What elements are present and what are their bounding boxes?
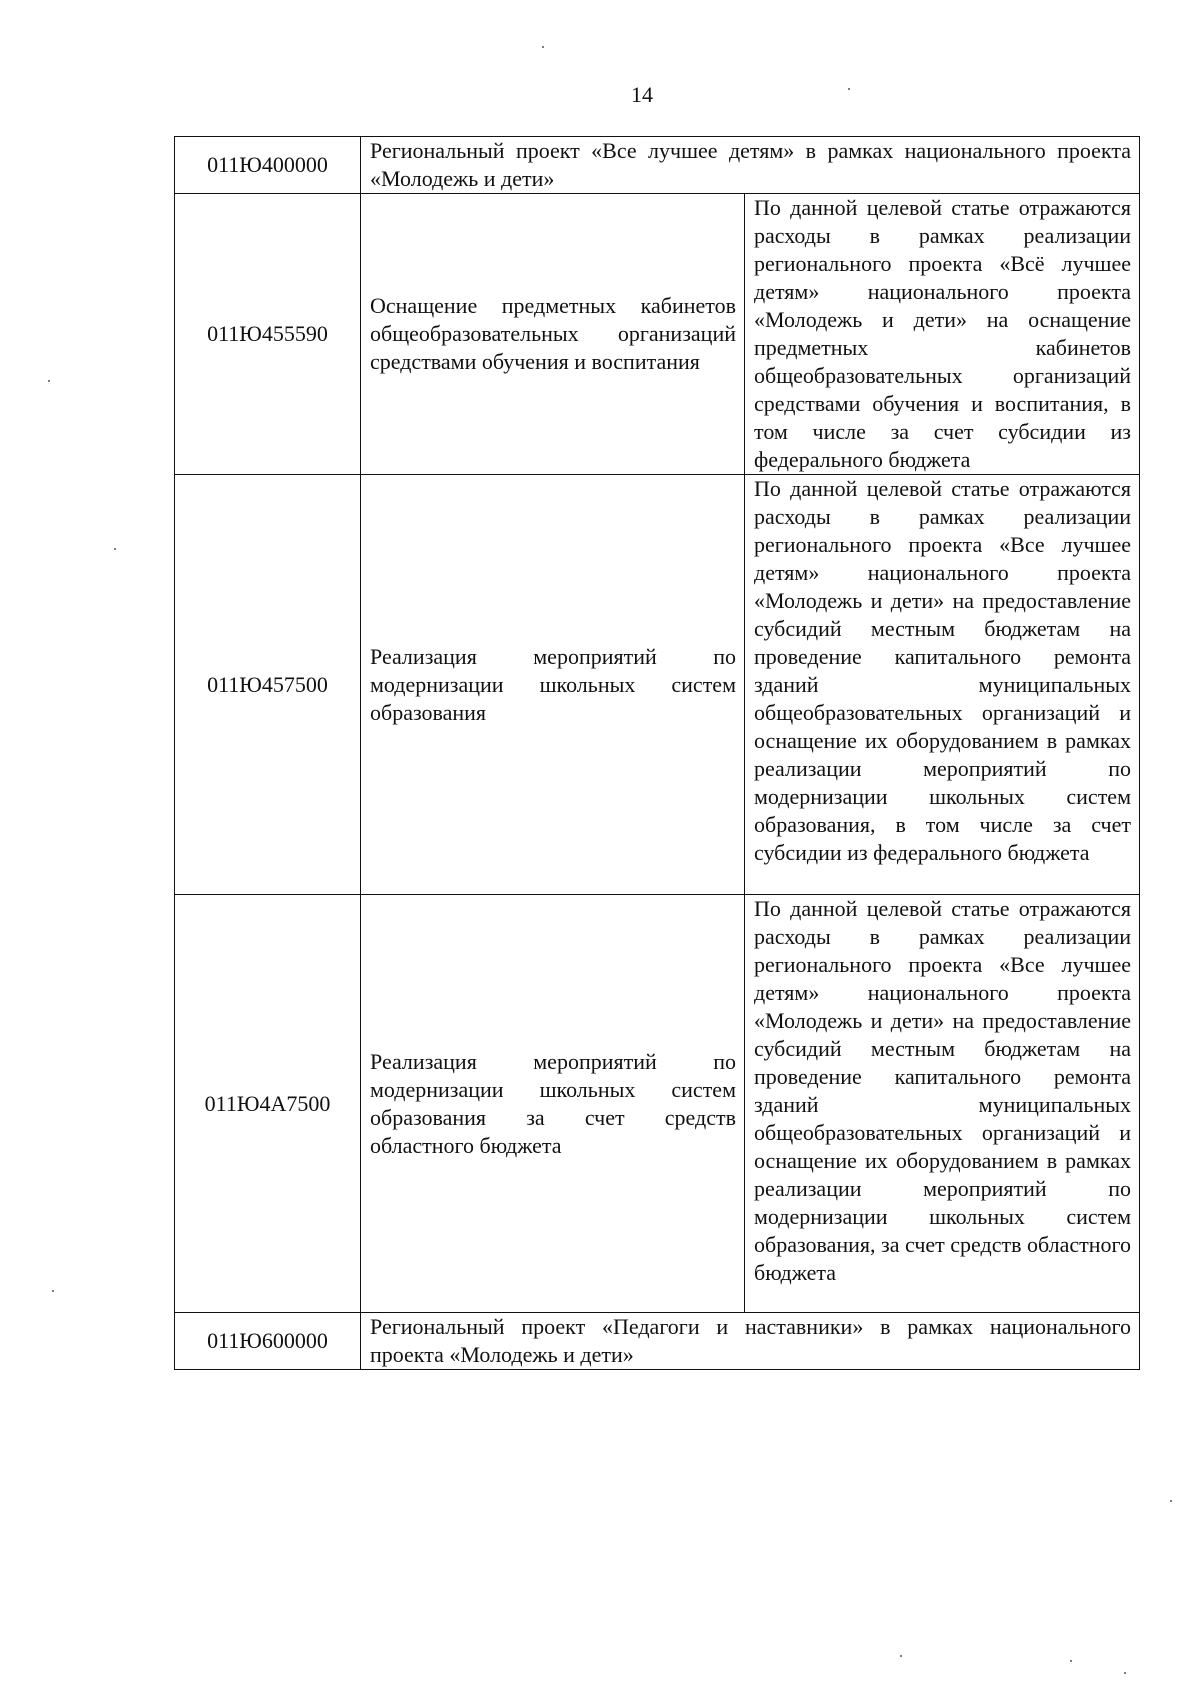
scan-speck [1124,1672,1126,1674]
scan-speck [52,1290,54,1292]
page-number: 14 [631,82,653,107]
table-row [175,475,1140,895]
row-name: Региональный проект «Все лучшее детям» в рамках национального проекта «Молодежь и дети» [361,137,1140,194]
scan-speck [542,46,544,48]
scan-speck [48,380,50,382]
scan-speck [114,548,116,550]
row-description: По данной целевой статье отражаются расходы в рамках реализации регионального проекта «Все лучшее детям» национального проекта «Молодежь и дети» на предоставление субсидий местным бюджетам на проведение капитального ремонта зданий муниципальных общеобразовательных организаций и оснащение их оборудованием в рамках реализации мероприятий по модернизации школьных систем образования, за счет средств областного бюджета [745,895,1140,1313]
scan-speck [1170,1500,1172,1502]
row-code: 011Ю600000 [175,1313,361,1370]
row-name: Реализация мероприятий по модернизации школьных систем образования за счет средств областного бюджета [361,895,745,1313]
scan-speck [1070,1660,1072,1662]
row-code: 011Ю457500 [175,475,361,895]
row-name: Региональный проект «Педагоги и наставники» в рамках национального проекта «Молодежь и дети» [361,1313,1140,1370]
row-code: 011Ю4А7500 [175,895,361,1313]
row-code: 011Ю455590 [175,194,361,475]
row-code: 011Ю400000 [175,137,361,194]
table-row [175,895,1140,1313]
table-row [175,194,1140,475]
scan-speck [848,88,850,90]
row-name: Реализация мероприятий по модернизации школьных систем образования [361,475,745,895]
row-description: По данной целевой статье отражаются расходы в рамках реализации регионального проекта «Всё лучшее детям» национального проекта «Молодежь и дети» на оснащение предметных кабинетов общеобразовательных организаций средствами обучения и воспитания, в том числе за счет субсидии из федерального бюджета [745,194,1140,475]
table-row [175,1313,1140,1370]
row-description: По данной целевой статье отражаются расходы в рамках реализации регионального проекта «Все лучшее детям» национального проекта «Молодежь и дети» на предоставление субсидий местным бюджетам на проведение капитального ремонта зданий муниципальных общеобразовательных организаций и оснащение их оборудованием в рамках реализации мероприятий по модернизации школьных систем образования, в том числе за счет субсидии из федерального бюджета [745,475,1140,895]
table-row [175,137,1140,194]
row-name: Оснащение предметных кабинетов общеобразовательных организаций средствами обучения и воспитания [361,194,745,475]
target-articles-table [174,136,1140,1370]
scan-speck [900,1655,902,1657]
